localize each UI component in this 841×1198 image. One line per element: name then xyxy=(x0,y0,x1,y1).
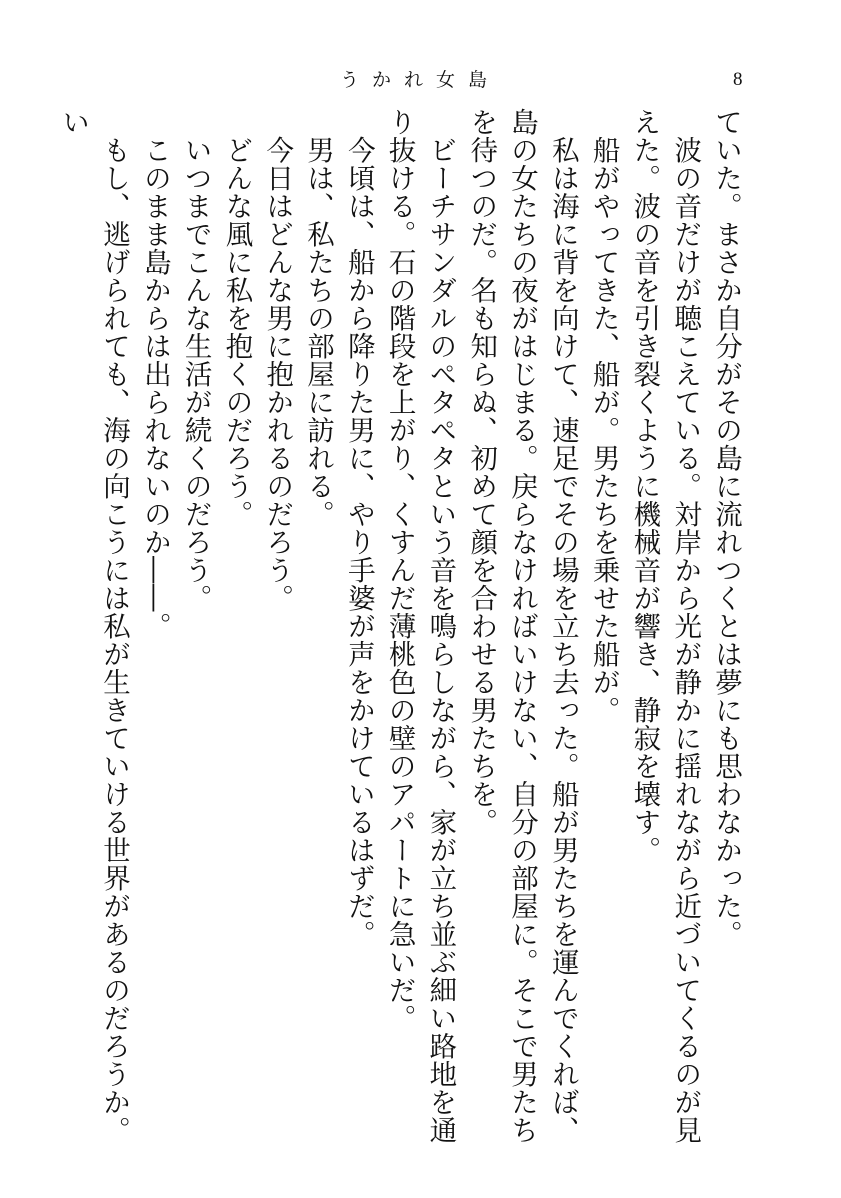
page-number: 8 xyxy=(733,69,743,90)
paragraph: 今日はどんな男に抱かれるのだろう。 xyxy=(261,135,294,612)
paragraph: 波の音だけが聴こえている。対岸から光が静かに揺れながら近づいてくるのが見えた。波の音を引き裂くように機械音が響き、静寂を壊す。 xyxy=(628,108,702,1144)
running-head xyxy=(0,66,841,94)
book-title: うかれ女島 xyxy=(340,69,501,91)
paragraph: いつまでこんな生活が続くのだろう。 xyxy=(179,135,212,612)
paragraph: 男は、私たちの部屋に訪れる。 xyxy=(302,135,335,528)
vertical-body-text xyxy=(57,108,746,1148)
paragraph: 私は海に背を向けて、速足でその場を立ち去った。船が男たちを運んでくれば、島の女たちの夜がはじまる。戻らなければいけない、自分の部屋に。そこで男たちを待つのだ。名も知らぬ、初めて顔を合わせる男たちを。 xyxy=(465,108,579,1144)
paragraph: ていた。まさか自分がその島に流れつくとは夢にも思わなかった。 xyxy=(710,108,742,948)
paragraph: どんな風に私を抱くのだろう。 xyxy=(220,135,253,528)
paragraph: このまま島からは出られないのか――。 xyxy=(138,135,171,640)
paragraph: ビーチサンダルのペタペタという音を鳴らしながら、家が立ち並ぶ細い路地を通り抜ける。石の階段を上がり、くすんだ薄桃色の壁のアパートに急いだ。 xyxy=(383,108,457,1144)
paragraph: 船がやってきた、船が。男たちを乗せた船が。 xyxy=(587,135,620,724)
paragraph: もし、逃げられても、海の向こうには私が生きていける世界があるのだろうか。い xyxy=(57,108,131,1144)
paragraph: 今頃は、船から降りた男に、やり手婆が声をかけているはずだ。 xyxy=(342,135,375,948)
